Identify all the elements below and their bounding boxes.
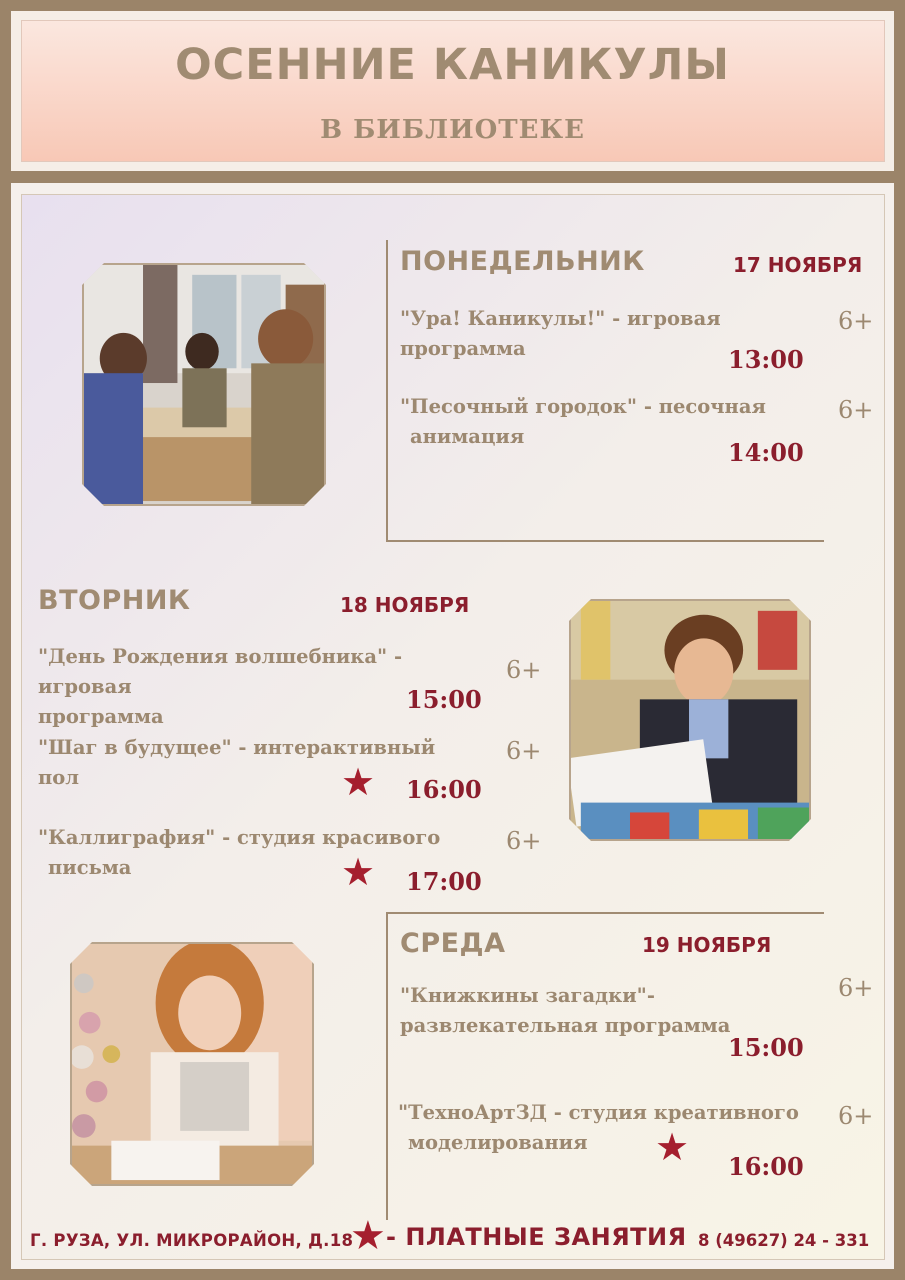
monday-date: 17 НОЯБРЯ [733,253,863,277]
age-rating: 6+ [506,656,542,684]
event-title: "Шаг в будущее" - интерактивный пол [38,736,436,789]
wednesday-divider-vertical [386,912,388,1220]
age-rating: 6+ [838,396,874,424]
event-title: "Песочный городок" - песочная анимация [400,395,766,448]
footer-phone: 8 (49627) 24 - 331 [698,1231,870,1250]
event-time: 16:00 [728,1152,804,1181]
age-rating: 6+ [838,1102,874,1130]
footer-address: Г. РУЗА, УЛ. МИКРОРАЙОН, Д.18 [30,1231,354,1250]
monday-divider-horizontal [386,540,824,542]
star-icon: ★ [341,850,376,894]
event-title: "День Рождения волшебника" - игровая программа [38,645,403,728]
event-time: 13:00 [728,345,804,374]
age-rating: 6+ [838,307,874,335]
wednesday-day-label: СРЕДА [400,928,506,959]
event-time: 15:00 [406,685,482,714]
age-rating: 6+ [506,737,542,765]
page-title: ОСЕННИЕ КАНИКУЛЫ [175,40,730,90]
event-title: "Ура! Каникулы!" - игровая программа [400,307,721,360]
event-title: "Каллиграфия" - студия красивого письма [38,826,441,879]
children-sand-animation-image [84,265,324,504]
event-time: 15:00 [728,1033,804,1062]
girl-3d-pen-image [72,944,312,1184]
event-title: "ТехноАртЗД - студия креативного моделирования [398,1101,799,1154]
event-time: 14:00 [728,438,804,467]
wednesday-divider-horizontal [386,912,824,914]
star-icon: ★ [341,760,376,804]
tuesday-date: 18 НОЯБРЯ [340,593,470,617]
age-rating: 6+ [506,827,542,855]
event-title: "Книжкины загадки"- развлекательная программа [400,984,731,1037]
tuesday-day-label: ВТОРНИК [38,585,191,616]
monday-photo [82,263,326,506]
wednesday-photo [70,942,314,1186]
age-rating: 6+ [838,974,874,1002]
wednesday-date: 19 НОЯБРЯ [642,933,772,957]
monday-day-label: ПОНЕДЕЛЬНИК [400,246,645,277]
event-time: 17:00 [406,867,482,896]
star-icon: ★ [655,1125,690,1169]
paid-classes-legend: - ПЛАТНЫЕ ЗАНЯТИЯ [386,1223,687,1251]
star-icon: ★ [350,1213,386,1259]
event-time: 16:00 [406,775,482,804]
tuesday-photo [569,599,811,841]
monday-divider-vertical [386,240,388,542]
boy-writing-image [571,601,809,839]
page-subtitle: В БИБЛИОТЕКЕ [320,115,585,145]
